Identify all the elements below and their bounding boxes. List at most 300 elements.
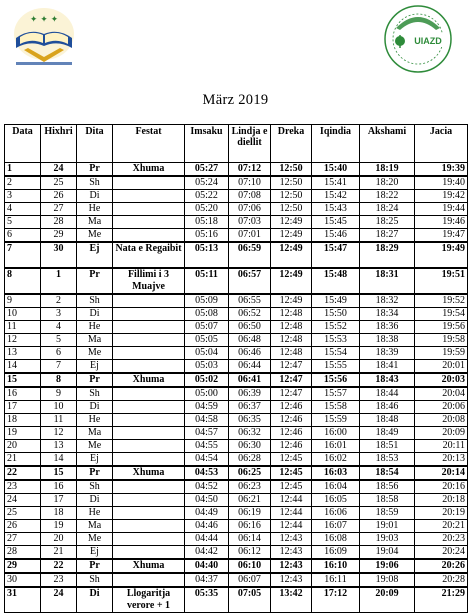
cell-hixhri: 11 xyxy=(41,414,77,427)
cell-jacia: 19:40 xyxy=(415,176,468,190)
cell-jacia: 20:19 xyxy=(415,507,468,520)
cell-dita: He xyxy=(77,507,113,520)
cell-dita: Di xyxy=(77,190,113,203)
table-row xyxy=(5,176,468,190)
cell-imsaku: 04:55 xyxy=(185,440,229,453)
cell-jacia: 20:24 xyxy=(415,546,468,560)
cell-imsaku: 04:52 xyxy=(185,480,229,494)
cell-jacia: 19:52 xyxy=(415,294,468,308)
cell-data: 3 xyxy=(5,190,41,203)
table-row xyxy=(5,229,468,243)
cell-imsaku: 04:44 xyxy=(185,533,229,546)
cell-lindja: 06:23 xyxy=(229,480,271,494)
cell-imsaku: 05:35 xyxy=(185,587,229,613)
cell-lindja: 06:19 xyxy=(229,507,271,520)
cell-jacia: 19:42 xyxy=(415,190,468,203)
cell-jacia: 20:01 xyxy=(415,360,468,374)
cell-imsaku: 05:03 xyxy=(185,360,229,374)
table-row xyxy=(5,216,468,229)
cell-iqindia: 16:08 xyxy=(312,533,360,546)
cell-dreka: 12:43 xyxy=(271,573,312,587)
table-row xyxy=(5,480,468,494)
cell-dita: Sh xyxy=(77,294,113,308)
table-row xyxy=(5,347,468,360)
cell-jacia: 20:16 xyxy=(415,480,468,494)
cell-lindja: 06:10 xyxy=(229,559,271,573)
cell-lindja: 06:50 xyxy=(229,321,271,334)
cell-data: 18 xyxy=(5,414,41,427)
cell-imsaku: 04:42 xyxy=(185,546,229,560)
cell-imsaku: 04:57 xyxy=(185,427,229,440)
cell-iqindia: 15:59 xyxy=(312,414,360,427)
cell-dita: Ej xyxy=(77,242,113,268)
cell-data: 13 xyxy=(5,347,41,360)
cell-hixhri: 8 xyxy=(41,373,77,387)
cell-hixhri: 21 xyxy=(41,546,77,560)
header-jacia: Jacia xyxy=(415,125,468,163)
cell-jacia: 19:49 xyxy=(415,242,468,268)
cell-festat xyxy=(113,507,185,520)
cell-akshami: 18:39 xyxy=(360,347,415,360)
cell-dreka: 12:46 xyxy=(271,414,312,427)
cell-dita: Di xyxy=(77,494,113,507)
cell-dita: Sh xyxy=(77,573,113,587)
table-row xyxy=(5,242,468,268)
cell-jacia: 19:39 xyxy=(415,163,468,177)
cell-festat xyxy=(113,321,185,334)
cell-dreka: 12:43 xyxy=(271,533,312,546)
cell-dreka: 12:46 xyxy=(271,440,312,453)
table-row xyxy=(5,268,468,294)
cell-hixhri: 3 xyxy=(41,308,77,321)
cell-dreka: 12:45 xyxy=(271,466,312,480)
cell-lindja: 06:41 xyxy=(229,373,271,387)
cell-lindja: 06:28 xyxy=(229,453,271,467)
cell-iqindia: 15:42 xyxy=(312,190,360,203)
cell-imsaku: 05:09 xyxy=(185,294,229,308)
cell-hixhri: 14 xyxy=(41,453,77,467)
cell-data: 29 xyxy=(5,559,41,573)
cell-akshami: 18:56 xyxy=(360,480,415,494)
cell-hixhri: 26 xyxy=(41,190,77,203)
cell-iqindia: 15:49 xyxy=(312,294,360,308)
cell-iqindia: 16:01 xyxy=(312,440,360,453)
cell-dreka: 12:48 xyxy=(271,321,312,334)
cell-hixhri: 9 xyxy=(41,387,77,401)
cell-festat xyxy=(113,546,185,560)
table-row xyxy=(5,203,468,216)
cell-imsaku: 05:08 xyxy=(185,308,229,321)
cell-hixhri: 22 xyxy=(41,559,77,573)
cell-dita: Pr xyxy=(77,163,113,177)
cell-imsaku: 04:49 xyxy=(185,507,229,520)
cell-lindja: 06:55 xyxy=(229,294,271,308)
cell-hixhri: 20 xyxy=(41,533,77,546)
cell-jacia: 20:21 xyxy=(415,520,468,533)
cell-dreka: 12:49 xyxy=(271,229,312,243)
cell-data: 12 xyxy=(5,334,41,347)
cell-imsaku: 04:58 xyxy=(185,414,229,427)
cell-dita: Me xyxy=(77,347,113,360)
cell-dreka: 12:48 xyxy=(271,334,312,347)
cell-imsaku: 05:24 xyxy=(185,176,229,190)
cell-iqindia: 15:55 xyxy=(312,360,360,374)
cell-iqindia: 16:02 xyxy=(312,453,360,467)
cell-hixhri: 15 xyxy=(41,466,77,480)
cell-akshami: 18:32 xyxy=(360,294,415,308)
cell-iqindia: 16:03 xyxy=(312,466,360,480)
cell-festat: Xhuma xyxy=(113,559,185,573)
cell-iqindia: 15:50 xyxy=(312,308,360,321)
cell-festat xyxy=(113,453,185,467)
cell-imsaku: 05:00 xyxy=(185,387,229,401)
cell-akshami: 18:24 xyxy=(360,203,415,216)
cell-dita: Ej xyxy=(77,360,113,374)
cell-imsaku: 05:13 xyxy=(185,242,229,268)
cell-jacia: 19:59 xyxy=(415,347,468,360)
table-row xyxy=(5,546,468,560)
cell-data: 10 xyxy=(5,308,41,321)
cell-imsaku: 05:11 xyxy=(185,268,229,294)
cell-data: 28 xyxy=(5,546,41,560)
cell-imsaku: 05:07 xyxy=(185,321,229,334)
cell-festat xyxy=(113,494,185,507)
cell-jacia: 19:56 xyxy=(415,321,468,334)
cell-dita: Sh xyxy=(77,176,113,190)
cell-hixhri: 13 xyxy=(41,440,77,453)
table-row xyxy=(5,587,468,613)
cell-festat xyxy=(113,229,185,243)
cell-iqindia: 15:43 xyxy=(312,203,360,216)
cell-imsaku: 04:54 xyxy=(185,453,229,467)
cell-lindja: 06:07 xyxy=(229,573,271,587)
cell-akshami: 18:59 xyxy=(360,507,415,520)
table-row xyxy=(5,414,468,427)
cell-hixhri: 17 xyxy=(41,494,77,507)
cell-jacia: 20:23 xyxy=(415,533,468,546)
cell-akshami: 18:25 xyxy=(360,216,415,229)
cell-akshami: 18:22 xyxy=(360,190,415,203)
cell-dreka: 12:47 xyxy=(271,360,312,374)
cell-hixhri: 12 xyxy=(41,427,77,440)
cell-festat xyxy=(113,401,185,414)
cell-dita: Sh xyxy=(77,387,113,401)
table-row xyxy=(5,190,468,203)
cell-data: 9 xyxy=(5,294,41,308)
cell-data: 4 xyxy=(5,203,41,216)
quran-logo xyxy=(10,4,78,68)
cell-dita: Pr xyxy=(77,373,113,387)
cell-festat xyxy=(113,334,185,347)
cell-imsaku: 05:18 xyxy=(185,216,229,229)
cell-jacia: 20:03 xyxy=(415,373,468,387)
cell-festat xyxy=(113,360,185,374)
uiazd-logo xyxy=(378,2,458,76)
cell-festat: Xhuma xyxy=(113,163,185,177)
cell-data: 16 xyxy=(5,387,41,401)
cell-imsaku: 04:40 xyxy=(185,559,229,573)
cell-imsaku: 05:02 xyxy=(185,373,229,387)
cell-imsaku: 05:20 xyxy=(185,203,229,216)
table-row xyxy=(5,520,468,533)
cell-akshami: 18:19 xyxy=(360,163,415,177)
cell-data: 1 xyxy=(5,163,41,177)
cell-dreka: 12:50 xyxy=(271,163,312,177)
cell-akshami: 18:31 xyxy=(360,268,415,294)
cell-festat xyxy=(113,176,185,190)
cell-akshami: 19:01 xyxy=(360,520,415,533)
cell-dita: Ma xyxy=(77,427,113,440)
cell-festat xyxy=(113,216,185,229)
cell-iqindia: 16:10 xyxy=(312,559,360,573)
cell-jacia: 20:06 xyxy=(415,401,468,414)
cell-data: 23 xyxy=(5,480,41,494)
table-row xyxy=(5,401,468,414)
cell-dreka: 12:47 xyxy=(271,387,312,401)
cell-dita: Ma xyxy=(77,334,113,347)
table-row xyxy=(5,494,468,507)
cell-lindja: 07:05 xyxy=(229,587,271,613)
table-row xyxy=(5,387,468,401)
cell-dreka: 12:44 xyxy=(271,494,312,507)
cell-jacia: 20:18 xyxy=(415,494,468,507)
cell-lindja: 06:35 xyxy=(229,414,271,427)
cell-dita: Me xyxy=(77,440,113,453)
cell-hixhri: 28 xyxy=(41,216,77,229)
cell-iqindia: 15:47 xyxy=(312,242,360,268)
cell-data: 11 xyxy=(5,321,41,334)
cell-data: 15 xyxy=(5,373,41,387)
cell-hixhri: 19 xyxy=(41,520,77,533)
cell-lindja: 06:32 xyxy=(229,427,271,440)
cell-dreka: 12:43 xyxy=(271,559,312,573)
cell-iqindia: 15:40 xyxy=(312,163,360,177)
cell-imsaku: 05:04 xyxy=(185,347,229,360)
cell-hixhri: 6 xyxy=(41,347,77,360)
cell-hixhri: 1 xyxy=(41,268,77,294)
table-body xyxy=(5,163,468,613)
cell-dreka: 13:42 xyxy=(271,587,312,613)
table-row xyxy=(5,373,468,387)
cell-dreka: 12:44 xyxy=(271,520,312,533)
cell-lindja: 06:25 xyxy=(229,466,271,480)
cell-akshami: 18:29 xyxy=(360,242,415,268)
cell-hixhri: 24 xyxy=(41,163,77,177)
cell-lindja: 06:30 xyxy=(229,440,271,453)
cell-jacia: 19:51 xyxy=(415,268,468,294)
header-festat: Festat xyxy=(113,125,185,163)
cell-lindja: 06:14 xyxy=(229,533,271,546)
cell-festat: Fillimi i 3 Muajve xyxy=(113,268,185,294)
header-imsaku: Imsaku xyxy=(185,125,229,163)
cell-jacia: 19:58 xyxy=(415,334,468,347)
cell-dita: Ma xyxy=(77,520,113,533)
cell-festat xyxy=(113,387,185,401)
cell-imsaku: 04:46 xyxy=(185,520,229,533)
cell-dita: He xyxy=(77,203,113,216)
cell-festat xyxy=(113,573,185,587)
cell-data: 27 xyxy=(5,533,41,546)
cell-festat xyxy=(113,294,185,308)
cell-jacia: 20:11 xyxy=(415,440,468,453)
table-header xyxy=(5,125,468,163)
cell-lindja: 06:46 xyxy=(229,347,271,360)
cell-festat: Nata e Regaibit xyxy=(113,242,185,268)
cell-data: 22 xyxy=(5,466,41,480)
cell-jacia: 20:08 xyxy=(415,414,468,427)
cell-festat xyxy=(113,440,185,453)
header-dita: Dita xyxy=(77,125,113,163)
table-row xyxy=(5,573,468,587)
cell-akshami: 19:03 xyxy=(360,533,415,546)
cell-imsaku: 04:37 xyxy=(185,573,229,587)
cell-iqindia: 15:56 xyxy=(312,373,360,387)
cell-iqindia: 15:45 xyxy=(312,216,360,229)
cell-akshami: 18:58 xyxy=(360,494,415,507)
cell-dreka: 12:49 xyxy=(271,294,312,308)
cell-festat xyxy=(113,347,185,360)
cell-dita: Ma xyxy=(77,216,113,229)
cell-festat xyxy=(113,203,185,216)
cell-dreka: 12:44 xyxy=(271,507,312,520)
cell-jacia: 21:29 xyxy=(415,587,468,613)
cell-data: 2 xyxy=(5,176,41,190)
cell-akshami: 18:38 xyxy=(360,334,415,347)
cell-dreka: 12:45 xyxy=(271,453,312,467)
cell-akshami: 18:49 xyxy=(360,427,415,440)
cell-lindja: 07:06 xyxy=(229,203,271,216)
cell-data: 6 xyxy=(5,229,41,243)
cell-data: 25 xyxy=(5,507,41,520)
cell-jacia: 20:28 xyxy=(415,573,468,587)
cell-imsaku: 05:05 xyxy=(185,334,229,347)
cell-data: 5 xyxy=(5,216,41,229)
cell-dreka: 12:48 xyxy=(271,308,312,321)
cell-hixhri: 10 xyxy=(41,401,77,414)
cell-dita: He xyxy=(77,321,113,334)
cell-hixhri: 18 xyxy=(41,507,77,520)
cell-imsaku: 04:59 xyxy=(185,401,229,414)
cell-akshami: 18:27 xyxy=(360,229,415,243)
cell-dita: Me xyxy=(77,229,113,243)
cell-festat xyxy=(113,533,185,546)
cell-dreka: 12:43 xyxy=(271,546,312,560)
cell-lindja: 06:44 xyxy=(229,360,271,374)
cell-akshami: 18:53 xyxy=(360,453,415,467)
cell-lindja: 06:39 xyxy=(229,387,271,401)
table-row xyxy=(5,294,468,308)
header-lindja: Lindja e diellit xyxy=(229,125,271,163)
cell-lindja: 07:10 xyxy=(229,176,271,190)
svg-text:✦ ✦ ✦: ✦ ✦ ✦ xyxy=(29,15,59,25)
cell-iqindia: 16:04 xyxy=(312,480,360,494)
cell-akshami: 18:44 xyxy=(360,387,415,401)
cell-jacia: 19:44 xyxy=(415,203,468,216)
cell-hixhri: 4 xyxy=(41,321,77,334)
cell-iqindia: 16:06 xyxy=(312,507,360,520)
cell-dreka: 12:48 xyxy=(271,347,312,360)
cell-jacia: 20:09 xyxy=(415,427,468,440)
cell-hixhri: 23 xyxy=(41,573,77,587)
cell-hixhri: 16 xyxy=(41,480,77,494)
cell-jacia: 20:13 xyxy=(415,453,468,467)
cell-lindja: 06:48 xyxy=(229,334,271,347)
cell-iqindia: 15:48 xyxy=(312,268,360,294)
cell-data: 14 xyxy=(5,360,41,374)
cell-imsaku: 05:16 xyxy=(185,229,229,243)
cell-festat xyxy=(113,427,185,440)
cell-akshami: 20:09 xyxy=(360,587,415,613)
cell-akshami: 18:46 xyxy=(360,401,415,414)
cell-dita: Di xyxy=(77,308,113,321)
cell-hixhri: 27 xyxy=(41,203,77,216)
cell-akshami: 18:41 xyxy=(360,360,415,374)
table-row xyxy=(5,427,468,440)
cell-hixhri: 30 xyxy=(41,242,77,268)
cell-lindja: 06:16 xyxy=(229,520,271,533)
cell-akshami: 18:48 xyxy=(360,414,415,427)
prayer-times-table xyxy=(4,124,468,613)
cell-dita: Ej xyxy=(77,453,113,467)
table-row xyxy=(5,334,468,347)
cell-iqindia: 16:09 xyxy=(312,546,360,560)
cell-dita: Pr xyxy=(77,466,113,480)
cell-dreka: 12:50 xyxy=(271,203,312,216)
cell-dreka: 12:49 xyxy=(271,268,312,294)
cell-dita: Ej xyxy=(77,546,113,560)
table-row xyxy=(5,321,468,334)
cell-dita: Sh xyxy=(77,480,113,494)
cell-iqindia: 16:00 xyxy=(312,427,360,440)
cell-akshami: 18:20 xyxy=(360,176,415,190)
cell-akshami: 19:06 xyxy=(360,559,415,573)
cell-festat xyxy=(113,190,185,203)
cell-hixhri: 7 xyxy=(41,360,77,374)
cell-festat: Llogaritja verore + 1 xyxy=(113,587,185,613)
cell-akshami: 18:51 xyxy=(360,440,415,453)
cell-iqindia: 15:41 xyxy=(312,176,360,190)
cell-festat: Xhuma xyxy=(113,466,185,480)
cell-dita: He xyxy=(77,414,113,427)
cell-iqindia: 16:11 xyxy=(312,573,360,587)
cell-iqindia: 15:53 xyxy=(312,334,360,347)
cell-iqindia: 15:52 xyxy=(312,321,360,334)
cell-iqindia: 15:57 xyxy=(312,387,360,401)
table-row xyxy=(5,308,468,321)
cell-lindja: 07:08 xyxy=(229,190,271,203)
cell-dreka: 12:49 xyxy=(271,216,312,229)
cell-jacia: 19:46 xyxy=(415,216,468,229)
cell-akshami: 18:43 xyxy=(360,373,415,387)
cell-dreka: 12:46 xyxy=(271,427,312,440)
cell-data: 17 xyxy=(5,401,41,414)
cell-jacia: 20:26 xyxy=(415,559,468,573)
cell-data: 31 xyxy=(5,587,41,613)
cell-hixhri: 29 xyxy=(41,229,77,243)
cell-lindja: 06:59 xyxy=(229,242,271,268)
cell-lindja: 06:21 xyxy=(229,494,271,507)
cell-festat xyxy=(113,414,185,427)
cell-lindja: 07:03 xyxy=(229,216,271,229)
cell-akshami: 18:34 xyxy=(360,308,415,321)
cell-akshami: 18:54 xyxy=(360,466,415,480)
cell-akshami: 19:08 xyxy=(360,573,415,587)
cell-dita: Me xyxy=(77,533,113,546)
cell-iqindia: 16:07 xyxy=(312,520,360,533)
cell-lindja: 06:57 xyxy=(229,268,271,294)
cell-data: 24 xyxy=(5,494,41,507)
cell-jacia: 19:47 xyxy=(415,229,468,243)
